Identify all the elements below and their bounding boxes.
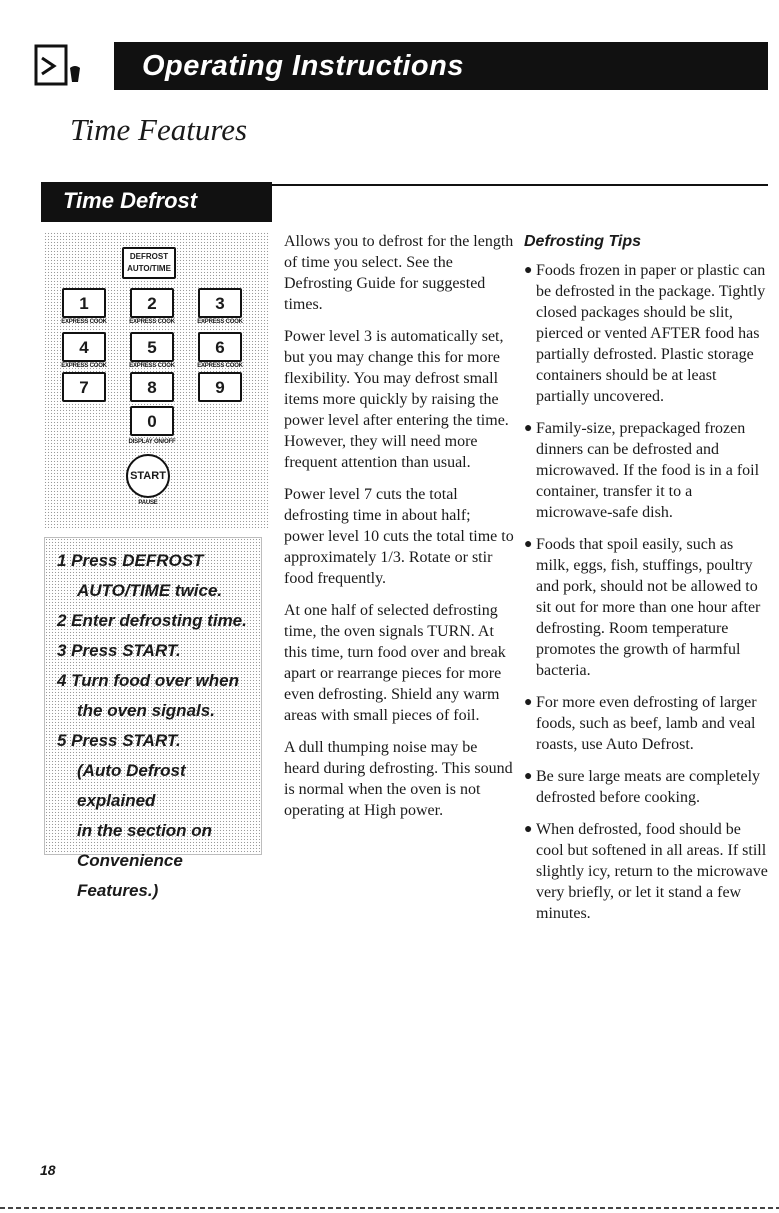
page-number: 18 <box>40 1162 56 1178</box>
tip-item: ● Foods frozen in paper or plastic can be defrosted in the package. Tightly closed packages should be slit, pierced or vented AFTER food has partially defrosted. Plastic storage containers should be at least partially uncovered. <box>524 262 766 405</box>
key-7: 7 <box>62 372 106 402</box>
key-4-sublabel: EXPRESS COOK <box>61 363 107 369</box>
step-1-cont: AUTO/TIME twice. <box>77 581 223 600</box>
key-9: 9 <box>198 372 242 402</box>
body-paragraph: At one half of selected defrosting time, the oven signals TURN. At this time, turn food over and break apart or rearrange pieces for more even defrosting. Shield any warm areas with small pieces of foil. <box>284 602 506 724</box>
key-4: 4 <box>62 332 106 362</box>
defrost-key: DEFROST AUTO/TIME <box>122 247 176 279</box>
tip-item: ● Family-size, prepackaged frozen dinners can be defrosted and microwaved. If the food is in a foil container, transfer it to a microwave-safe dish. <box>524 420 760 521</box>
body-paragraph: Power level 7 cuts the total defrosting time in about half; power level 10 cuts the total time to approximately 1/3. Rotate or stir food frequently. <box>284 486 514 587</box>
step-2: 2 Enter defrosting time. <box>57 611 247 630</box>
key-5: 5 <box>130 332 174 362</box>
pause-key-label: PAUSE <box>138 500 158 506</box>
steps-box <box>44 537 262 900</box>
key-8: 8 <box>130 372 174 402</box>
note-line-2: in the section on <box>77 821 213 840</box>
bullet-icon: ● <box>524 421 533 436</box>
body-paragraph: A dull thumping noise may be heard during defrosting. This sound is normal when the oven is not operating at High power. <box>284 739 513 819</box>
section-divider <box>272 184 768 186</box>
microwave-book-icon <box>34 44 90 88</box>
bullet-icon: ● <box>524 822 533 837</box>
key-6: 6 <box>198 332 242 362</box>
key-2-sublabel: EXPRESS COOK <box>129 319 175 325</box>
tip-item: ● Be sure large meats are completely defrosted before cooking. <box>524 768 761 806</box>
key-1: 1 <box>62 288 106 318</box>
note-line-1: (Auto Defrost explained <box>77 761 186 810</box>
key-0: 0 <box>130 406 174 436</box>
bullet-icon: ● <box>524 695 533 710</box>
key-3: 3 <box>198 288 242 318</box>
step-4: 4 Turn food over when <box>57 671 239 690</box>
key-2: 2 <box>130 288 174 318</box>
body-column <box>284 231 514 832</box>
step-3: 3 Press START. <box>57 641 181 660</box>
step-4-cont: the oven signals. <box>77 701 215 720</box>
bullet-icon: ● <box>524 537 533 552</box>
display-key-label: DISPLAY ON/OFF <box>128 439 176 445</box>
step-5: 5 Press START. <box>57 731 181 750</box>
tip-item: ● For more even defrosting of larger foods, such as beef, lamb and veal roasts, use Auto Defrost. <box>524 694 757 753</box>
tip-item: ● When defrosted, food should be cool but softened in all areas. If still slightly icy, return to the microwave very briefly, or let it stand a few minutes. <box>524 821 768 922</box>
tips-title: Defrosting Tips <box>524 233 642 250</box>
step-1: 1 Press DEFROST <box>57 551 204 570</box>
key-5-sublabel: EXPRESS COOK <box>129 363 175 369</box>
tips-column <box>524 231 769 935</box>
bullet-icon: ● <box>524 263 533 278</box>
section-title: Time Defrost <box>41 182 272 222</box>
header-title: Operating Instructions <box>114 42 768 90</box>
page-bottom-rule <box>0 1207 779 1209</box>
note-line-3: Convenience Features.) <box>77 851 183 900</box>
key-1-sublabel: EXPRESS COOK <box>61 319 107 325</box>
keypad-illustration <box>44 232 270 528</box>
bullet-icon: ● <box>524 769 533 784</box>
start-key: START <box>126 454 170 498</box>
tip-item: ● Foods that spoil easily, such as milk, eggs, fish, stuffings, poultry and pork, should not be allowed to sit out for more than one hour after defrosting. Room temperature promotes the growth of harmful bacteria. <box>524 536 761 679</box>
body-paragraph: Power level 3 is automatically set, but you may change this for more flexibility. You may defrost small items more quickly by raising the power level after entering the time. However, they will need more frequent attention than usual. <box>284 328 509 471</box>
key-3-sublabel: EXPRESS COOK <box>197 319 243 325</box>
body-paragraph: Allows you to defrost for the length of time you select. See the Defrosting Guide for suggested times. <box>284 233 514 313</box>
page-title: Time Features <box>70 112 248 147</box>
key-6-sublabel: EXPRESS COOK <box>197 363 243 369</box>
